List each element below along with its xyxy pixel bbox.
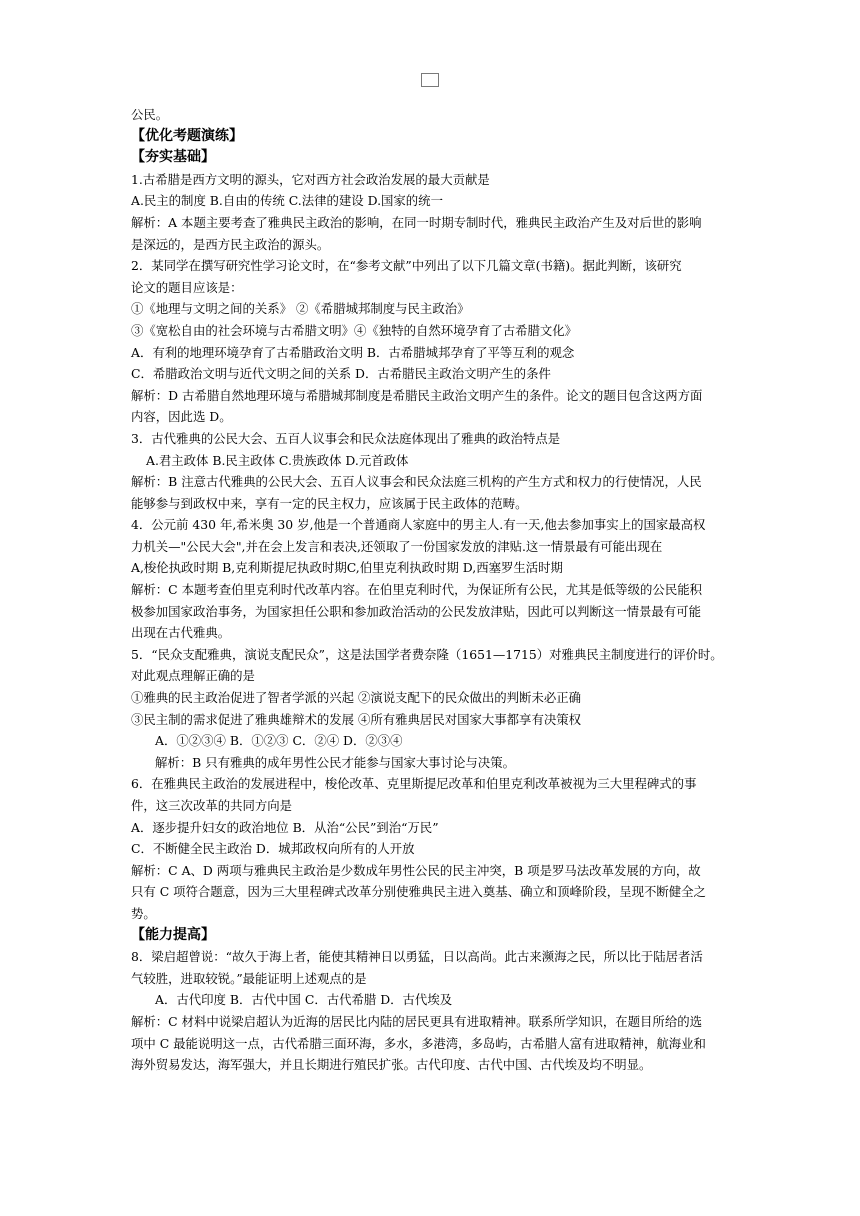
question-stem: 件，这三次改革的共同方向是	[131, 798, 293, 813]
answer-options: A,梭伦执政时期 B,克利斯提尼执政时期C,伯里克利执政时期 D,西塞罗生活时期	[131, 560, 563, 576]
question-stem: 1.古希腊是西方文明的源头，它对西方社会政治发展的最大贡献是	[131, 171, 490, 187]
section-heading: 【夯实基础】	[131, 149, 215, 166]
question-stem: 8．梁启超曾说：“故久于海上者，能使其精神日以勇猛，日以高尚。此古来濒海之民，所以比于陆居者活	[131, 949, 703, 965]
question-stem: 3．古代雅典的公民大会、五百人议事会和民众法庭体现出了雅典的政治特点是	[131, 430, 561, 446]
explanation: 解析：A 本题主要考查了雅典民主政治的影响，在同一时期专制时代，雅典民主政治产生及对后世的影响	[131, 214, 702, 230]
answer-options: A．逐步提升妇女的政治地位 B．从治“公民”到治“万民”	[131, 819, 439, 835]
section-heading: 【能力提高】	[131, 926, 215, 943]
explanation: 势。	[131, 905, 156, 921]
answer-options: C．希腊政治文明与近代文明之间的关系 D．古希腊民主政治文明产生的条件	[131, 366, 551, 382]
question-stem: 5．“民众支配雅典，演说支配民众”，这是法国学者费奈隆（1651—1715）对雅典民主制度进行的评价时。	[131, 646, 723, 662]
page-header-mark	[421, 73, 439, 87]
explanation: 解析：B 只有雅典的成年男性公民才能参与国家大事讨论与决策。	[155, 754, 515, 770]
explanation: 项中 C 最能说明这一点，古代希腊三面环海，多水，多港湾，多岛屿，古希腊人富有进取精神，航海业和	[131, 1035, 706, 1051]
text-line: 公民。	[131, 107, 169, 122]
answer-options: A．①②③④ B．①②③ C．②④ D．②③④	[155, 733, 403, 749]
explanation: 极参加国家政治事务，为国家担任公职和参加政治活动的公民发放津贴，因此可以判断这一情景最有可能	[131, 603, 701, 619]
answer-options: A．古代印度 B．古代中国 C．古代希腊 D．古代埃及	[155, 992, 453, 1008]
explanation: 解析：C 材料中说梁启超认为近海的居民比内陆的居民更具有进取精神。联系所学知识，在题目所给的选	[131, 1013, 702, 1029]
explanation: 内容，因此选 D。	[131, 409, 232, 425]
material-list: ①雅典的民主政治促进了智者学派的兴起 ②演说支配下的民众做出的判断未必正确	[131, 690, 582, 706]
explanation: 解析：D 古希腊自然地理环境与希腊城邦制度是希腊民主政治文明产生的条件。论文的题目包含这两方面	[131, 387, 703, 403]
question-stem: 论文的题目应该是：	[131, 279, 243, 295]
explanation: 是深远的，是西方民主政治的源头。	[131, 236, 330, 252]
material-list: ③《宽松自由的社会环境与古希腊文明》④《独特的自然环境孕育了古希腊文化》	[131, 322, 578, 338]
question-stem: 4．公元前 430 年,希米奥 30 岁,他是一个普通商人家庭中的男主人.有一天,他去参加事实上的国家最高权	[131, 517, 706, 533]
answer-options: A.民主的制度 B.自由的传统 C.法律的建设 D.国家的统一	[131, 193, 443, 209]
section-heading: 【优化考题演练】	[131, 127, 243, 144]
explanation: 解析：C 本题考查伯里克利时代改革内容。在伯里克利时代，为保证所有公民，尤其是低等级的公民能积	[131, 582, 702, 598]
answer-options: A.君主政体 B.民主政体 C.贵族政体 D.元首政体	[146, 452, 409, 468]
question-stem: 2．某同学在撰写研究性学习论文时，在“参考文献”中列出了以下几篇文章(书籍)。据此判断，该研究	[131, 258, 682, 274]
answer-options: C．不断健全民主政治 D．城邦政权向所有的人开放	[131, 841, 415, 857]
question-stem: 6．在雅典民主政治的发展进程中，梭伦改革、克里斯提尼改革和伯里克利改革被视为三大里程碑式的事	[131, 776, 697, 792]
explanation: 解析：B 注意古代雅典的公民大会、五百人议事会和民众法庭三机构的产生方式和权力的行使情况，人民	[131, 474, 702, 490]
question-stem: 力机关—"公民大会",并在会上发言和表决,还领取了一份国家发放的津贴.这一情景最有可能出现在	[131, 538, 663, 554]
explanation: 海外贸易发达，海军强大，并且长期进行殖民扩张。古代印度、古代中国、古代埃及均不明显。	[131, 1057, 652, 1073]
answer-options: A．有利的地理环境孕育了古希腊政治文明 B．古希腊城邦孕育了平等互利的观念	[131, 344, 575, 360]
question-stem: 对此观点理解正确的是	[131, 668, 255, 684]
explanation: 解析：C A、D 两项与雅典民主政治是少数成年男性公民的民主冲突，B 项是罗马法改革发展的方向，故	[131, 862, 701, 878]
material-list: ①《地理与文明之间的关系》 ②《希腊城邦制度与民主政治》	[131, 301, 470, 317]
explanation: 出现在古代雅典。	[131, 625, 231, 641]
document-body	[131, 104, 731, 1076]
question-stem: 气较胜，进取较锐。”最能证明上述观点的是	[131, 970, 367, 986]
material-list: ③民主制的需求促进了雅典雄辩术的发展 ④所有雅典居民对国家大事都享有决策权	[131, 711, 582, 727]
explanation: 只有 C 项符合题意，因为三大里程碑式改革分别使雅典民主进入奠基、确立和顶峰阶段，呈现不断健全之	[131, 884, 706, 900]
explanation: 能够参与到政权中来，享有一定的民主权力，应该属于民主政体的范畴。	[131, 495, 528, 511]
